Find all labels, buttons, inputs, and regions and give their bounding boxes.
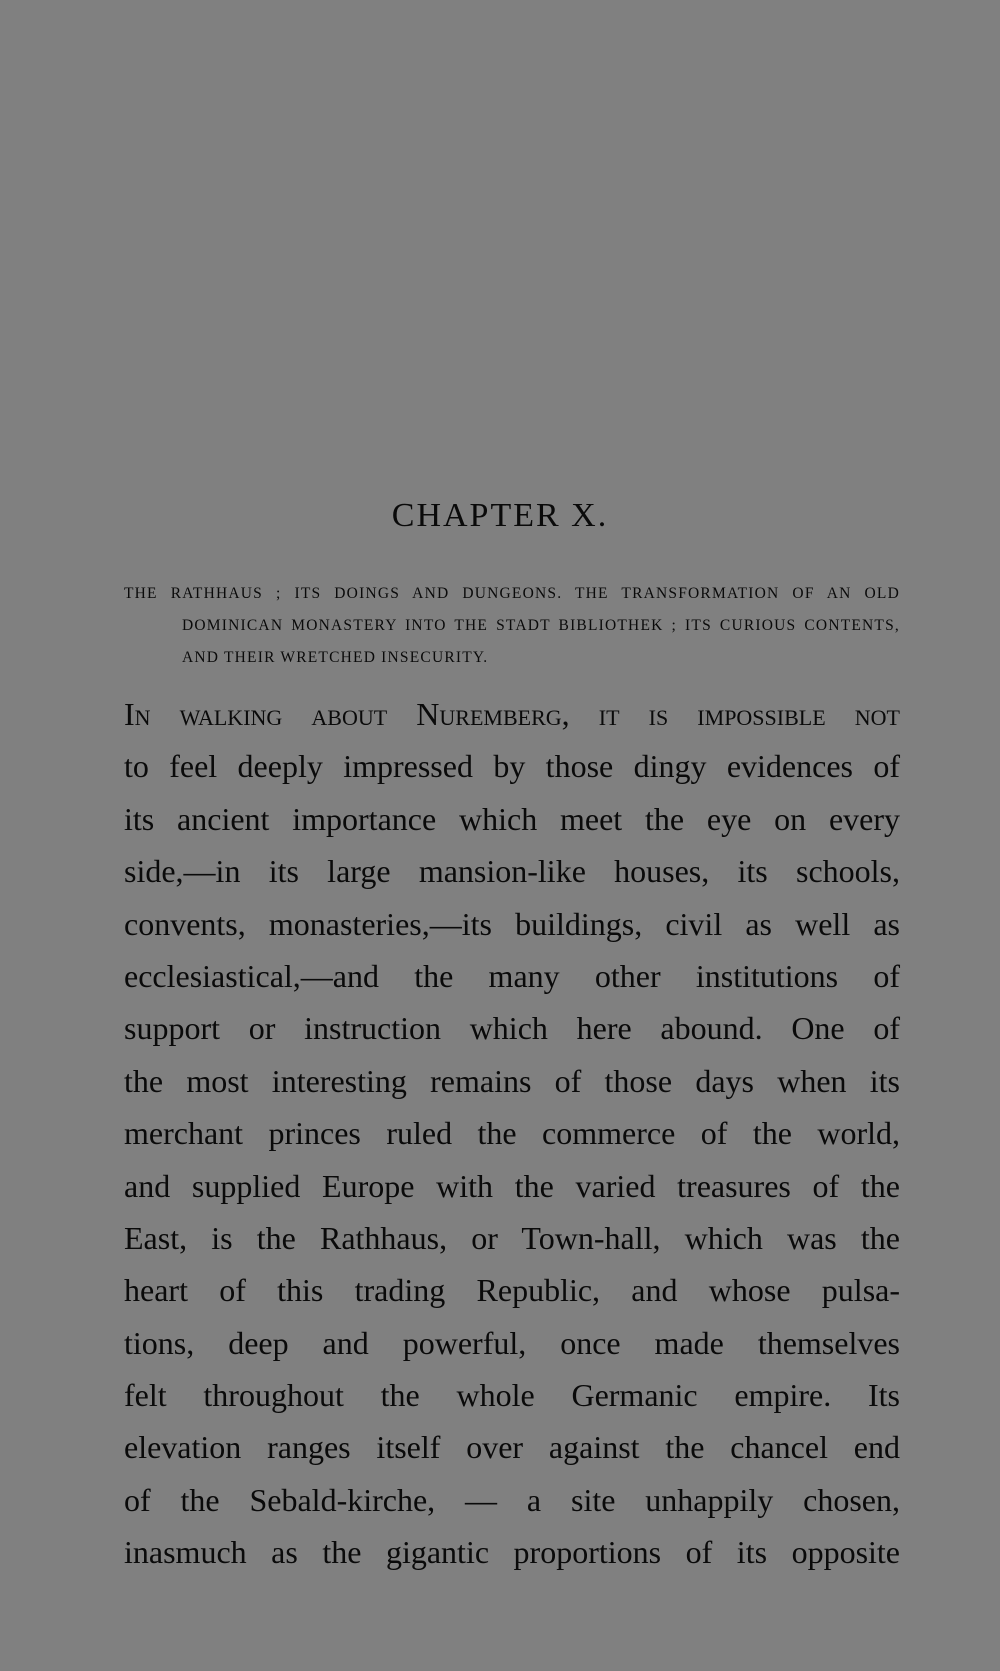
text-line: to feel deeply impressed by those dingy evidences of [124,748,900,785]
text-line: tions, deep and powerful, once made themselves [124,1324,900,1361]
text-line: felt throughout the whole Germanic empire. Its [124,1377,900,1414]
text-line: ecclesiastical,—and the many other institutions of [124,957,900,994]
chapter-title: CHAPTER X. [391,497,609,534]
body-text [124,688,900,1579]
text-line: inasmuch as the gigantic proportions of its opposite [124,1534,900,1571]
text-line: support or instruction which here abound. One of [124,1010,900,1047]
text-line: convents, monasteries,—its buildings, civil as well as [124,905,900,942]
text-line: elevation ranges itself over against the chancel end [124,1429,900,1466]
text-line: its ancient importance which meet the eye on every [124,800,900,837]
text-line: In walking about Nuremberg, it is impossible not [124,696,900,732]
text-line: the most interesting remains of those days when its [124,1062,900,1099]
text-line: merchant princes ruled the commerce of the world, [124,1115,900,1152]
chapter-summary: THE RATHHAUS ; ITS DOINGS AND DUNGEONS. THE TRANSFORMATION OF AN OLD DOMINICAN MONASTERY INTO THE STADT BIBLIOTHEK ; ITS CURIOUS CONTENTS, AND THEIR WRETCHED INSECURITY. [124,585,900,666]
text-line: and supplied Europe with the varied treasures of the [124,1167,900,1204]
text-line: of the Sebald-kirche, — a site unhappily chosen, [124,1481,900,1518]
text-line: side,—in its large mansion-like houses, its schools, [124,853,900,890]
text-line: East, is the Rathhaus, or Town-hall, which was the [124,1219,900,1256]
text-line: heart of this trading Republic, and whose pulsa- [124,1272,900,1309]
